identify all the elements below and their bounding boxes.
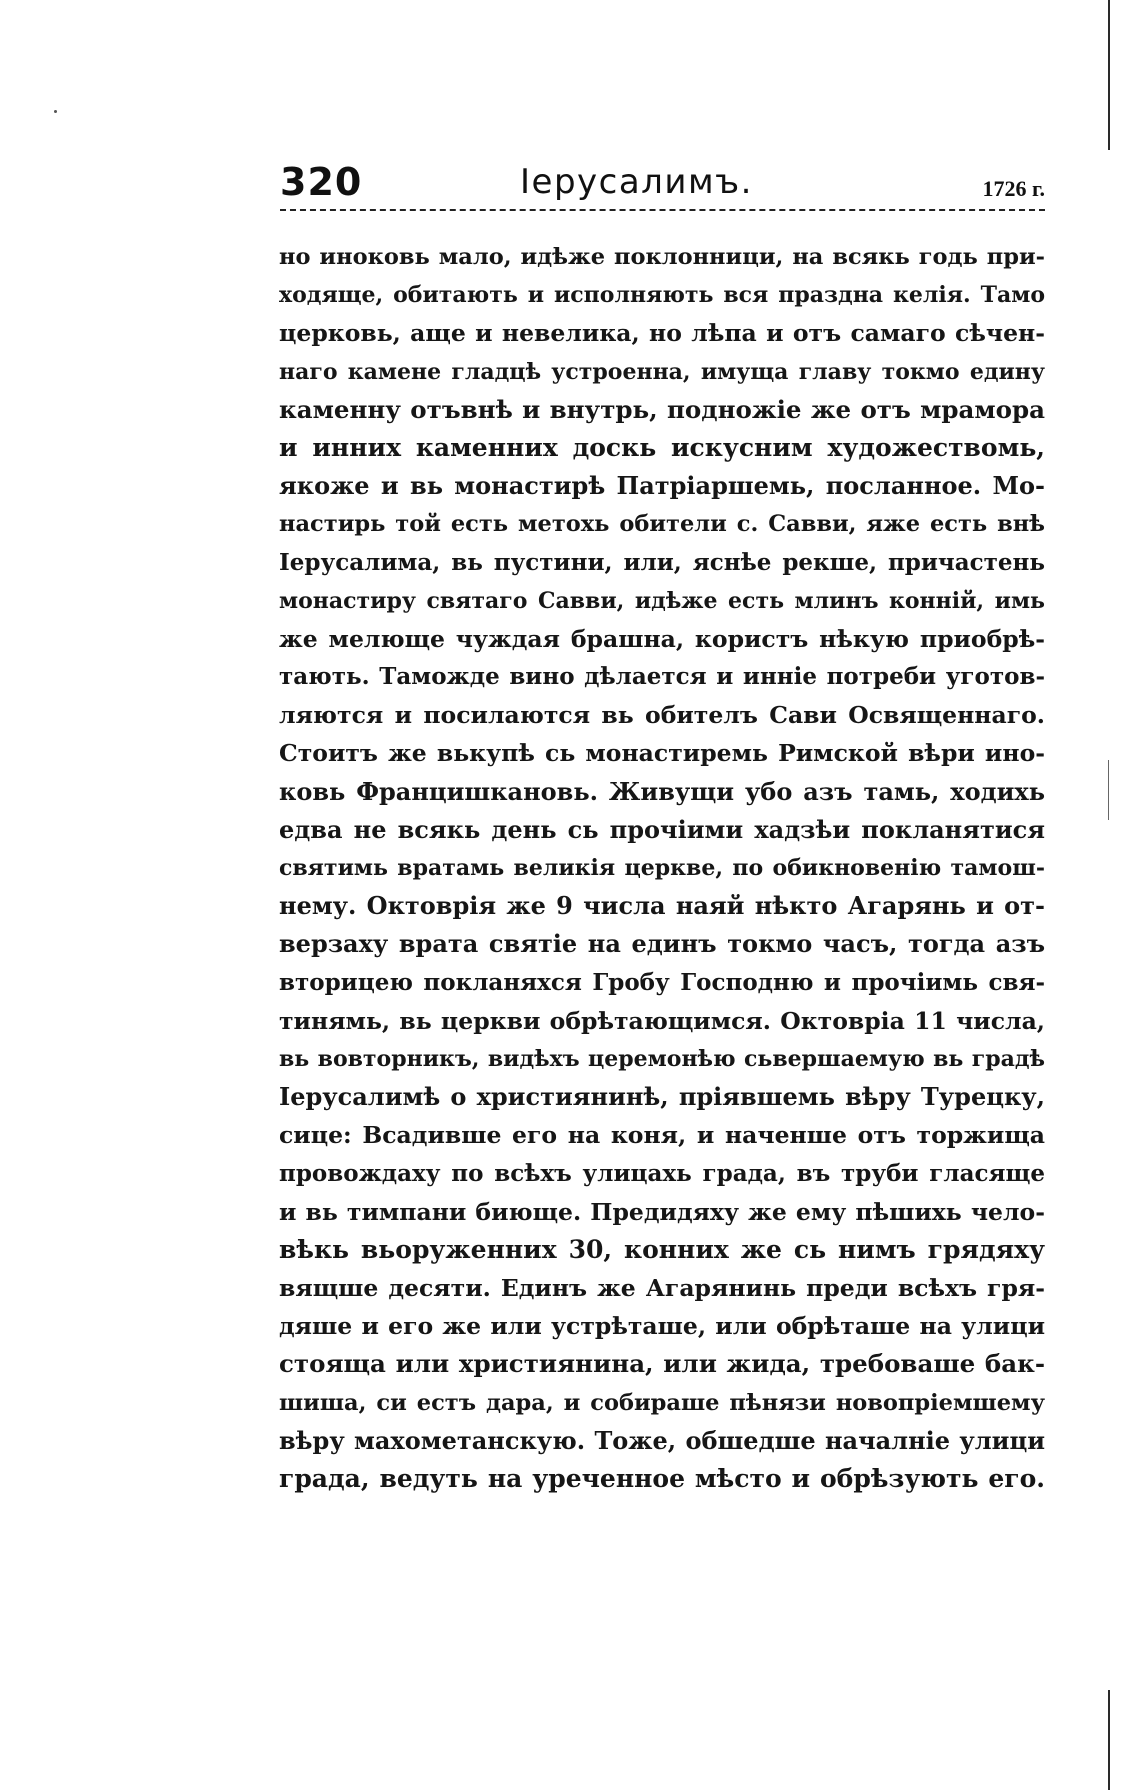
text-line: тають. Таможде вино дѣлается и инніе потреби уготов- bbox=[279, 663, 1045, 691]
text-line: Іерусалимѣ о християнинѣ, пріявшемь вѣру Турецку, bbox=[279, 1082, 1045, 1112]
text-line: вящше десяти. Единъ же Агарянинь преди всѣхъ гря- bbox=[279, 1274, 1045, 1303]
body-text bbox=[279, 238, 1045, 1498]
text-line: же мелюще чуждая брашна, користъ нѣкую приобрѣ- bbox=[279, 624, 1045, 653]
text-line: Стоитъ же вькупѣ сь монастиремь Римской вѣри ино- bbox=[279, 739, 1045, 768]
text-line: и вь тимпани биюще. Предидяху же ему пѣшихь чело- bbox=[279, 1197, 1045, 1226]
text-line: вѣкь вьоруженних 30, конних же сь нимъ грядяху bbox=[279, 1234, 1045, 1264]
running-header bbox=[280, 160, 1045, 206]
text-line: настирь той есть метохь обители с. Савви, яже есть внѣ bbox=[279, 511, 1045, 538]
text-line: дяше и его же или устрѣташе, или обрѣташе на улици bbox=[279, 1312, 1045, 1341]
text-line: наго камене гладцѣ устроенна, имуща главу токмо едину bbox=[279, 358, 1045, 385]
text-line: ляются и посилаются вь обителъ Сави Освященнаго. bbox=[279, 701, 1045, 730]
text-line: ходяще, обитають и исполняють вся праздна келія. Тамо bbox=[279, 282, 1045, 309]
page-number: 320 bbox=[280, 160, 363, 204]
text-line: тинямь, вь церкви обрѣтающимся. Октовріа 11 числа, bbox=[279, 1006, 1045, 1035]
page-edge-line-middle bbox=[1108, 760, 1109, 820]
text-line: вторицею покланяхся Гробу Господню и прочіимь свя- bbox=[279, 968, 1045, 996]
text-line: нему. Октоврія же 9 числа наяй нѣкто Агарянь и от- bbox=[279, 891, 1045, 921]
text-line: шиша, си естъ дара, и собираше пѣнязи новопріемшему bbox=[279, 1389, 1045, 1416]
text-line: якоже и вь монастирѣ Патріаршемь, посланное. Мо- bbox=[279, 471, 1045, 501]
text-line: едва не всякь день сь прочіими хадзѣи покланятися bbox=[279, 814, 1045, 844]
text-line: верзаху врата святіе на единъ токмо часъ, тогда азъ bbox=[279, 929, 1045, 959]
text-line: вь вовторникъ, видѣхъ церемонѣю сьвершаемую вь градѣ bbox=[279, 1045, 1045, 1072]
scan-speck bbox=[54, 110, 57, 113]
header-year: 1726 г. bbox=[982, 176, 1045, 201]
text-line: церковь, аще и невелика, но лѣпа и отъ самаго сѣчен- bbox=[279, 319, 1045, 348]
text-line: провождаху по всѣхъ улицахь града, въ труби гласяще bbox=[279, 1159, 1045, 1187]
text-line: ковь Францишкановь. Живущи убо азъ тамь, ходихь bbox=[279, 776, 1045, 806]
text-line: сице: Всадивше его на коня, и наченше отъ торжища bbox=[279, 1121, 1045, 1150]
text-line: но иноковь мало, идѣже поклонници, на всякь годь при- bbox=[279, 244, 1045, 270]
page-edge-line-bottom bbox=[1108, 1690, 1110, 1790]
header-title: Іерусалимъ. bbox=[520, 162, 753, 202]
header-rule bbox=[280, 209, 1045, 211]
text-line: и инних каменних доскь искусним художествомь, bbox=[279, 432, 1045, 462]
text-line: монастиру святаго Савви, идѣже есть млинъ конній, имь bbox=[279, 587, 1045, 614]
text-line: стояща или християнина, или жида, требоваше бак- bbox=[279, 1349, 1045, 1379]
text-line: святимь вратамь великія церкве, по обикновенію тамош- bbox=[279, 855, 1045, 881]
text-line: вѣру махометанскую. Тоже, обшедше началніе улици bbox=[279, 1425, 1045, 1455]
page-edge-line-top bbox=[1108, 0, 1110, 150]
text-line: града, ведуть на уреченное мѣсто и обрѣзують его. bbox=[279, 1464, 1045, 1493]
text-line: каменну отъвнѣ и внутрь, подножіе же отъ мрамора bbox=[279, 394, 1045, 424]
text-line: Іерусалима, вь пустини, или, яснѣе рекше, причастень bbox=[279, 548, 1045, 576]
